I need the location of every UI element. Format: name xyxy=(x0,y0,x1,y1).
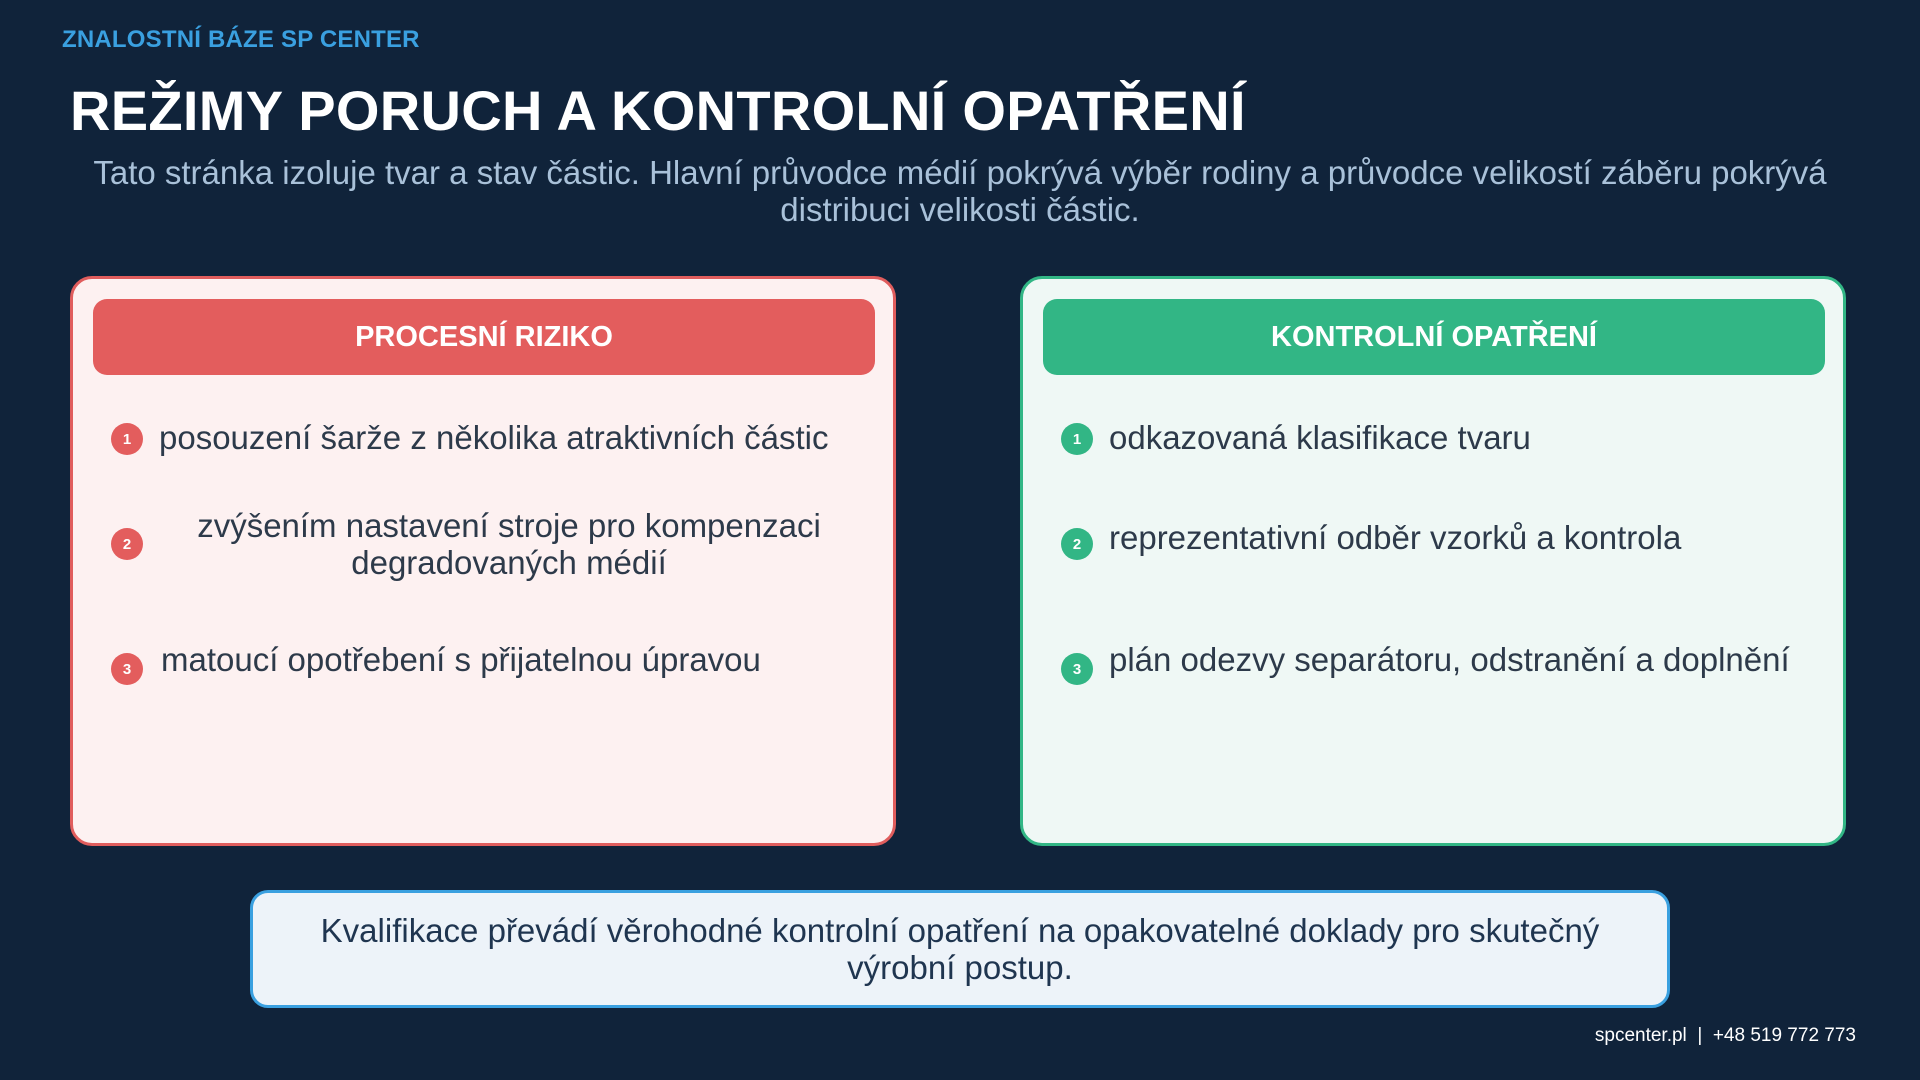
number-badge: 3 xyxy=(1061,653,1093,685)
number-badge: 1 xyxy=(111,423,143,455)
page-subtitle: Tato stránka izoluje tvar a stav částic. Hlavní průvodce médií pokrývá výběr rodiny a průvodce velikostí záběru pokrývá distribuci velikosti částic. xyxy=(93,154,1827,228)
process-risk-heading: PROCESNÍ RIZIKO xyxy=(93,299,875,375)
number-badge: 2 xyxy=(1061,528,1093,560)
control-item-text: odkazovaná klasifikace tvaru xyxy=(1109,419,1531,456)
risk-item xyxy=(73,493,899,583)
control-item xyxy=(1023,493,1849,583)
page-title: REŽIMY PORUCH A KONTROLNÍ OPATŘENÍ xyxy=(70,79,1246,142)
risk-item-text: matoucí opotřebení s přijatelnou úpravou xyxy=(161,641,761,678)
number-badge: 2 xyxy=(111,528,143,560)
risk-item-text: zvýšením nastavení stroje pro kompenzaci degradovaných médií xyxy=(197,507,821,581)
key-takeaway-text: Kvalifikace převádí věrohodné kontrolní opatření na opakovatelné doklady pro skutečný výrobní postup. xyxy=(320,912,1600,986)
control-item xyxy=(1023,619,1849,709)
risk-item-text: posouzení šarže z několika atraktivních částic xyxy=(159,419,829,456)
risk-item xyxy=(73,619,899,709)
contact-info: spcenter.pl | +48 519 772 773 xyxy=(1594,1025,1856,1046)
number-badge: 3 xyxy=(111,653,143,685)
control-item-text: reprezentativní odběr vzorků a kontrola xyxy=(1109,519,1682,556)
brand-label: ZNALOSTNÍ BÁZE SP CENTER xyxy=(62,26,420,53)
control-item-text: plán odezvy separátoru, odstranění a doplnění xyxy=(1109,641,1790,678)
number-badge: 1 xyxy=(1061,423,1093,455)
key-takeaway-box xyxy=(250,890,1670,1008)
control-measures-card xyxy=(1020,276,1846,846)
risk-item xyxy=(73,391,899,481)
control-measures-heading: KONTROLNÍ OPATŘENÍ xyxy=(1043,299,1825,375)
control-item xyxy=(1023,391,1849,481)
process-risk-card xyxy=(70,276,896,846)
